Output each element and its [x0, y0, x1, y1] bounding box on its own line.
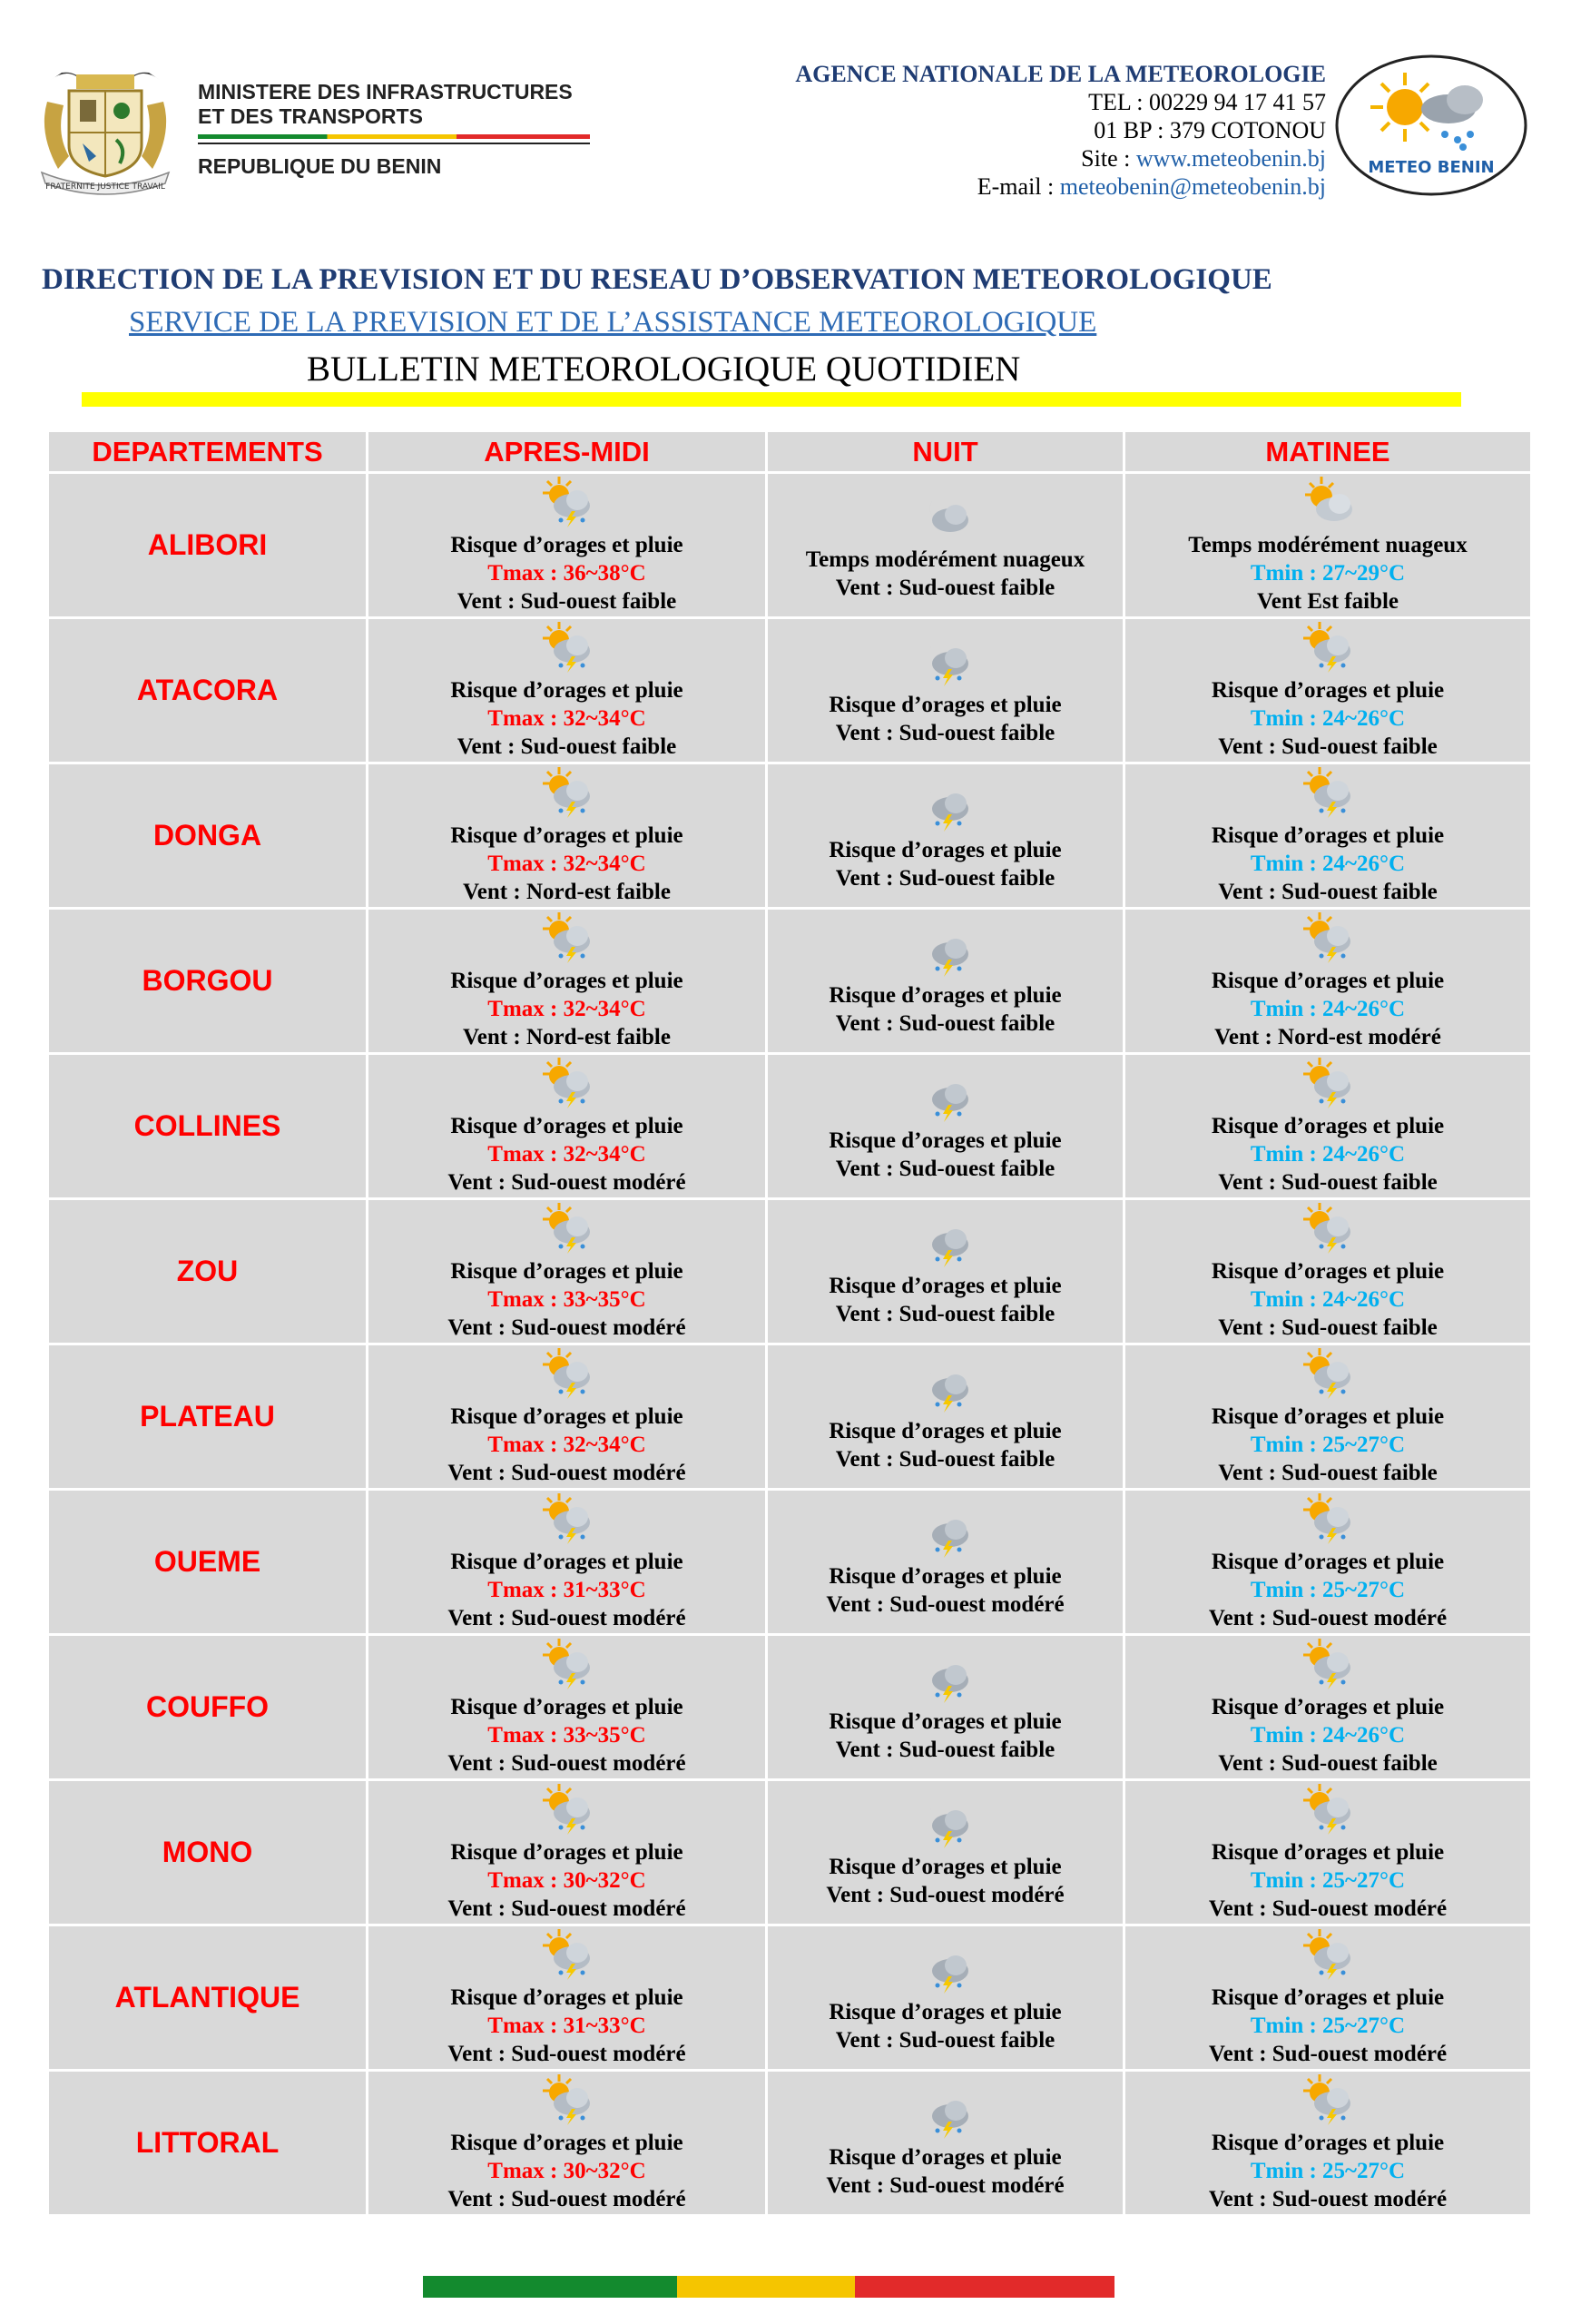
- sun-storm-icon: [1300, 1346, 1356, 1399]
- tmin-value: Tmin : 25~27°C: [1250, 1433, 1406, 1457]
- email-link[interactable]: meteobenin@meteobenin.bj: [1059, 173, 1326, 200]
- night-storm-icon: [918, 780, 974, 832]
- wind-description: Vent : Sud-ouest modéré: [447, 1606, 686, 1630]
- wind-description: Vent : Sud-ouest faible: [1218, 880, 1438, 904]
- tmax-value: Tmax : 32~34°C: [487, 706, 646, 731]
- wind-description: Vent : Nord-est modéré: [1214, 1025, 1441, 1049]
- meteo-benin-logo: [1332, 53, 1530, 198]
- department-name: COLLINES: [49, 1055, 368, 1200]
- tmin-value: Tmin : 25~27°C: [1250, 1868, 1406, 1893]
- forecast-cell-nuit: [768, 910, 1125, 1055]
- sun-storm-icon: [539, 1782, 595, 1835]
- tmin-value: Tmin : 24~26°C: [1250, 1142, 1406, 1167]
- tmin-value: Tmin : 24~26°C: [1250, 706, 1406, 731]
- forecast-cell-nuit: [768, 1055, 1125, 1200]
- email-label: E-mail :: [977, 173, 1060, 200]
- wind-description: Vent : Sud-ouest modéré: [1208, 1896, 1448, 1921]
- agency-site: [795, 144, 1326, 172]
- sun-storm-icon: [539, 1637, 595, 1689]
- night-storm-icon: [918, 2087, 974, 2140]
- forecast-cell-nuit: [768, 1345, 1125, 1491]
- department-name: COUFFO: [49, 1636, 368, 1781]
- forecast-description: Risque d’orages et pluie: [829, 1128, 1062, 1153]
- forecast-cell-nuit: [768, 1926, 1125, 2072]
- benin-coat-of-arms: [33, 62, 178, 198]
- ministry-name: [198, 80, 573, 129]
- forecast-cell-mat: [1125, 1491, 1530, 1636]
- sun-storm-icon: [1300, 1927, 1356, 1980]
- forecast-cell-apm: [368, 619, 768, 764]
- wind-description: Vent : Sud-ouest faible: [835, 720, 1056, 745]
- agency-contact: [795, 60, 1326, 201]
- forecast-description: Risque d’orages et pluie: [450, 1259, 683, 1284]
- tmax-value: Tmax : 32~34°C: [487, 997, 646, 1021]
- night-storm-icon: [918, 1070, 974, 1123]
- forecast-description: Risque d’orages et pluie: [1211, 2131, 1445, 2155]
- wind-description: Vent : Sud-ouest faible: [1218, 1751, 1438, 1776]
- department-name: ALIBORI: [49, 474, 368, 619]
- forecast-description: Risque d’orages et pluie: [829, 837, 1062, 862]
- wind-description: Vent : Sud-ouest modéré: [447, 1170, 686, 1195]
- night-storm-icon: [918, 1216, 974, 1268]
- sun-storm-icon: [539, 1346, 595, 1399]
- wind-description: Vent : Nord-est faible: [463, 880, 671, 904]
- sun-storm-icon: [539, 1056, 595, 1108]
- forecast-cell-mat: [1125, 1636, 1530, 1781]
- forecast-cell-mat: [1125, 619, 1530, 764]
- table-header-2: NUIT: [768, 432, 1125, 474]
- cloudy-night-icon: [918, 489, 974, 542]
- sun-storm-icon: [1300, 2073, 1356, 2125]
- tmin-value: Tmin : 24~26°C: [1250, 1723, 1406, 1748]
- night-storm-icon: [918, 925, 974, 978]
- wind-description: Vent : Sud-ouest modéré: [826, 1591, 1065, 1617]
- wind-description: Vent : Sud-ouest faible: [1218, 1170, 1438, 1195]
- forecast-description: Risque d’orages et pluie: [450, 1985, 683, 2010]
- ministry-line-2: ET DES TRANSPORTS: [198, 104, 423, 128]
- footer-red-segment: [855, 2276, 1114, 2298]
- wind-description: Vent : Sud-ouest modéré: [1208, 2187, 1448, 2211]
- night-storm-icon: [918, 1797, 974, 1849]
- wind-description: Vent : Sud-ouest faible: [835, 1010, 1056, 1036]
- forecast-description: Risque d’orages et pluie: [1211, 1840, 1445, 1865]
- wind-description: Vent : Sud-ouest modéré: [447, 1315, 686, 1340]
- forecast-cell-nuit: [768, 474, 1125, 619]
- department-name: ATLANTIQUE: [49, 1926, 368, 2072]
- forecast-cell-mat: [1125, 910, 1530, 1055]
- forecast-description: Risque d’orages et pluie: [450, 678, 683, 703]
- forecast-description: Risque d’orages et pluie: [450, 1695, 683, 1719]
- forecast-cell-apm: [368, 1636, 768, 1781]
- wind-description: Vent : Sud-ouest faible: [1218, 1315, 1438, 1340]
- flag-color-bar: [198, 134, 590, 139]
- tmin-value: Tmin : 24~26°C: [1250, 1287, 1406, 1312]
- sun-storm-icon: [539, 911, 595, 963]
- forecast-description: Risque d’orages et pluie: [450, 823, 683, 848]
- forecast-cell-nuit: [768, 1781, 1125, 1926]
- bulletin-title: BULLETIN METEOROLOGIQUE QUOTIDIEN: [307, 350, 1021, 389]
- night-storm-icon: [918, 1361, 974, 1413]
- department-name: PLATEAU: [49, 1345, 368, 1491]
- table-header-3: MATINEE: [1125, 432, 1530, 474]
- wind-description: Vent : Sud-ouest modéré: [447, 1461, 686, 1485]
- department-name: ATACORA: [49, 619, 368, 764]
- department-name: DONGA: [49, 764, 368, 910]
- wind-description: Vent : Sud-ouest faible: [457, 589, 677, 614]
- forecast-description: Risque d’orages et pluie: [1211, 1259, 1445, 1284]
- department-name: ZOU: [49, 1200, 368, 1345]
- forecast-cell-mat: [1125, 1345, 1530, 1491]
- sun-storm-icon: [539, 475, 595, 527]
- department-name: MONO: [49, 1781, 368, 1926]
- wind-description: Vent : Sud-ouest modéré: [1208, 2042, 1448, 2066]
- tmin-value: Tmin : 24~26°C: [1250, 852, 1406, 876]
- forecast-description: Risque d’orages et pluie: [829, 1563, 1062, 1589]
- wind-description: Vent : Sud-ouest faible: [835, 2027, 1056, 2053]
- wind-description: Vent : Sud-ouest modéré: [826, 2172, 1065, 2198]
- tmin-value: Tmin : 27~29°C: [1250, 561, 1406, 586]
- night-storm-icon: [918, 635, 974, 687]
- forecast-description: Risque d’orages et pluie: [829, 1854, 1062, 1879]
- tmax-value: Tmax : 32~34°C: [487, 1433, 646, 1457]
- forecast-cell-mat: [1125, 1926, 1530, 2072]
- wind-description: Vent : Sud-ouest modéré: [826, 1882, 1065, 1907]
- footer-yellow-segment: [677, 2276, 855, 2298]
- forecast-cell-apm: [368, 2072, 768, 2217]
- forecast-description: Risque d’orages et pluie: [1211, 1695, 1445, 1719]
- forecast-cell-nuit: [768, 764, 1125, 910]
- wind-description: Vent : Nord-est faible: [463, 1025, 671, 1049]
- forecast-description: Risque d’orages et pluie: [450, 1404, 683, 1429]
- wind-description: Vent : Sud-ouest faible: [835, 1156, 1056, 1181]
- forecast-cell-apm: [368, 1200, 768, 1345]
- sun-storm-icon: [539, 1201, 595, 1254]
- sun-storm-icon: [1300, 765, 1356, 818]
- forecast-cell-apm: [368, 474, 768, 619]
- agency-tel: TEL : 00229 94 17 41 57: [1088, 89, 1326, 115]
- tmax-value: Tmax : 31~33°C: [487, 1578, 646, 1602]
- forecast-description: Risque d’orages et pluie: [450, 969, 683, 993]
- forecast-description: Risque d’orages et pluie: [829, 982, 1062, 1008]
- direction-title: DIRECTION DE LA PREVISION ET DU RESEAU D’OBSERVATION METEOROLOGIQUE: [42, 263, 1272, 296]
- forecast-description: Risque d’orages et pluie: [450, 1840, 683, 1865]
- tmax-value: Tmax : 36~38°C: [487, 561, 646, 586]
- forecast-cell-mat: [1125, 474, 1530, 619]
- forecast-description: Risque d’orages et pluie: [1211, 678, 1445, 703]
- wind-description: Vent : Sud-ouest modéré: [447, 1751, 686, 1776]
- forecast-cell-apm: [368, 1781, 768, 1926]
- wind-description: Vent : Sud-ouest faible: [1218, 1461, 1438, 1485]
- forecast-description: Risque d’orages et pluie: [1211, 1550, 1445, 1574]
- ministry-line-1: MINISTERE DES INFRASTRUCTURES: [198, 80, 573, 103]
- forecast-description: Risque d’orages et pluie: [1211, 1114, 1445, 1138]
- wind-description: Vent : Sud-ouest faible: [835, 575, 1056, 600]
- sun-cloud-icon: [1300, 475, 1356, 527]
- tmin-value: Tmin : 25~27°C: [1250, 1578, 1406, 1602]
- wind-description: Vent : Sud-ouest faible: [835, 865, 1056, 891]
- wind-description: Vent : Sud-ouest faible: [1218, 734, 1438, 759]
- forecast-table: [49, 432, 1530, 2217]
- wind-description: Vent : Sud-ouest faible: [835, 1301, 1056, 1326]
- forecast-description: Risque d’orages et pluie: [829, 1709, 1062, 1734]
- sun-storm-icon: [1300, 1492, 1356, 1544]
- agency-email: [795, 172, 1326, 201]
- tmax-value: Tmax : 31~33°C: [487, 2014, 646, 2038]
- forecast-description: Risque d’orages et pluie: [829, 692, 1062, 717]
- night-storm-icon: [918, 1942, 974, 1994]
- footer-green-segment: [423, 2276, 677, 2298]
- forecast-description: Risque d’orages et pluie: [829, 1273, 1062, 1298]
- header-divider: [198, 143, 590, 144]
- tmax-value: Tmax : 32~34°C: [487, 1142, 646, 1167]
- table-header-1: APRES-MIDI: [368, 432, 768, 474]
- forecast-cell-mat: [1125, 2072, 1530, 2217]
- wind-description: Vent : Sud-ouest modéré: [1208, 1606, 1448, 1630]
- forecast-description: Risque d’orages et pluie: [829, 1418, 1062, 1443]
- forecast-cell-mat: [1125, 1055, 1530, 1200]
- forecast-description: Risque d’orages et pluie: [1211, 1985, 1445, 2010]
- tmin-value: Tmin : 25~27°C: [1250, 2014, 1406, 2038]
- forecast-cell-apm: [368, 1926, 768, 2072]
- department-name: OUEME: [49, 1491, 368, 1636]
- tmax-value: Tmax : 30~32°C: [487, 1868, 646, 1893]
- svg-text:METEO BENIN: METEO BENIN: [1368, 158, 1495, 177]
- forecast-cell-apm: [368, 1345, 768, 1491]
- department-name: LITTORAL: [49, 2072, 368, 2217]
- forecast-cell-nuit: [768, 1636, 1125, 1781]
- forecast-description: Temps modérément nuageux: [805, 547, 1085, 572]
- tmax-value: Tmax : 30~32°C: [487, 2159, 646, 2183]
- site-link[interactable]: www.meteobenin.bj: [1135, 145, 1326, 172]
- sun-storm-icon: [539, 620, 595, 673]
- wind-description: Vent Est faible: [1256, 589, 1399, 614]
- agency-name: AGENCE NATIONALE DE LA METEOROLOGIE: [795, 61, 1326, 87]
- service-title: SERVICE DE LA PREVISION ET DE L’ASSISTANCE METEOROLOGIQUE: [129, 306, 1097, 339]
- forecast-description: Risque d’orages et pluie: [450, 1550, 683, 1574]
- wind-description: Vent : Sud-ouest modéré: [447, 1896, 686, 1921]
- forecast-cell-apm: [368, 910, 768, 1055]
- sun-storm-icon: [1300, 911, 1356, 963]
- wind-description: Vent : Sud-ouest faible: [835, 1446, 1056, 1472]
- forecast-description: Risque d’orages et pluie: [1211, 969, 1445, 993]
- tmin-value: Tmin : 24~26°C: [1250, 997, 1406, 1021]
- forecast-description: Risque d’orages et pluie: [450, 2131, 683, 2155]
- forecast-description: Risque d’orages et pluie: [450, 533, 683, 557]
- sun-storm-icon: [1300, 620, 1356, 673]
- department-name: BORGOU: [49, 910, 368, 1055]
- forecast-description: Risque d’orages et pluie: [1211, 823, 1445, 848]
- tmax-value: Tmax : 32~34°C: [487, 852, 646, 876]
- forecast-cell-nuit: [768, 1491, 1125, 1636]
- wind-description: Vent : Sud-ouest faible: [457, 734, 677, 759]
- sun-storm-icon: [1300, 1056, 1356, 1108]
- sun-storm-icon: [1300, 1782, 1356, 1835]
- forecast-description: Risque d’orages et pluie: [450, 1114, 683, 1138]
- sun-storm-icon: [539, 765, 595, 818]
- night-storm-icon: [918, 1506, 974, 1559]
- yellow-separator: [82, 392, 1461, 407]
- night-storm-icon: [918, 1651, 974, 1704]
- table-header-0: DEPARTEMENTS: [49, 432, 368, 474]
- forecast-description: Risque d’orages et pluie: [829, 1999, 1062, 2024]
- tmax-value: Tmax : 33~35°C: [487, 1723, 646, 1748]
- svg-text:FRATERNITE JUSTICE TRAVAIL: FRATERNITE JUSTICE TRAVAIL: [45, 182, 165, 192]
- tmax-value: Tmax : 33~35°C: [487, 1287, 646, 1312]
- republic-name: REPUBLIQUE DU BENIN: [198, 154, 442, 178]
- sun-storm-icon: [539, 1492, 595, 1544]
- forecast-cell-mat: [1125, 1781, 1530, 1926]
- wind-description: Vent : Sud-ouest modéré: [447, 2187, 686, 2211]
- agency-bp: 01 BP : 379 COTONOU: [1094, 117, 1326, 143]
- site-label: Site :: [1081, 145, 1136, 172]
- sun-storm-icon: [539, 2073, 595, 2125]
- forecast-description: Risque d’orages et pluie: [1211, 1404, 1445, 1429]
- sun-storm-icon: [1300, 1637, 1356, 1689]
- wind-description: Vent : Sud-ouest faible: [835, 1737, 1056, 1762]
- forecast-cell-nuit: [768, 1200, 1125, 1345]
- tmin-value: Tmin : 25~27°C: [1250, 2159, 1406, 2183]
- forecast-cell-nuit: [768, 619, 1125, 764]
- forecast-cell-apm: [368, 1491, 768, 1636]
- forecast-cell-apm: [368, 1055, 768, 1200]
- footer-flag-bar: [423, 2276, 1114, 2298]
- wind-description: Vent : Sud-ouest modéré: [447, 2042, 686, 2066]
- forecast-cell-mat: [1125, 764, 1530, 910]
- forecast-description: Temps modérément nuageux: [1188, 533, 1468, 557]
- forecast-cell-nuit: [768, 2072, 1125, 2217]
- sun-storm-icon: [539, 1927, 595, 1980]
- sun-storm-icon: [1300, 1201, 1356, 1254]
- forecast-description: Risque d’orages et pluie: [829, 2144, 1062, 2170]
- forecast-cell-apm: [368, 764, 768, 910]
- forecast-cell-mat: [1125, 1200, 1530, 1345]
